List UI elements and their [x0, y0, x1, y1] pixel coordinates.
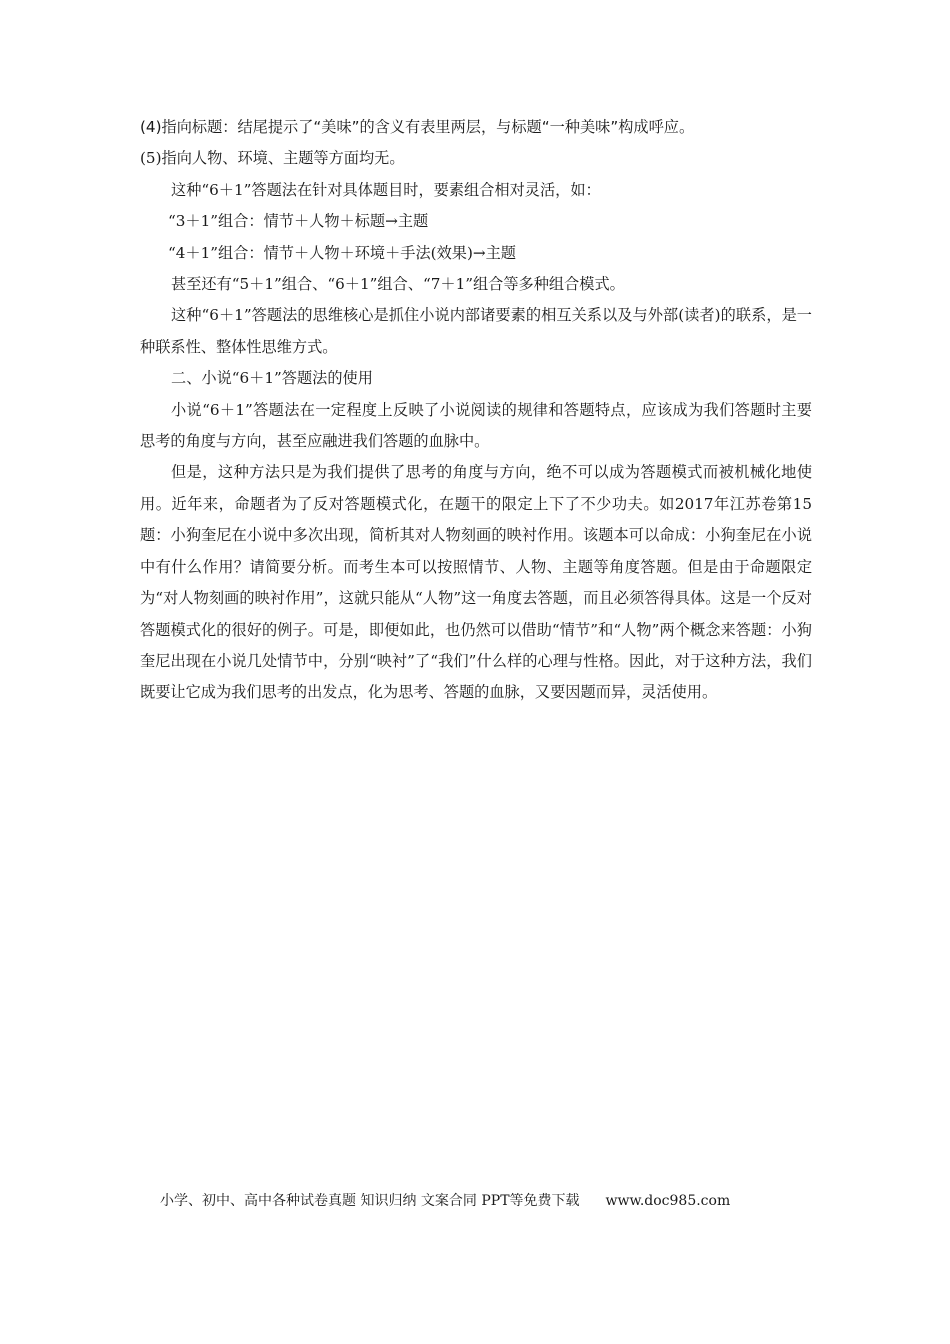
document-body — [140, 112, 812, 709]
paragraph-thinking-core: 这种“6＋1”答题法的思维核心是抓住小说内部诸要素的相互关系以及与外部(读者)的联系，是一种联系性、整体性思维方式。 — [140, 306, 812, 356]
combination-3-1: “3＋1”组合：情节＋人物＋标题→主题 — [168, 212, 429, 231]
footer-url[interactable]: www.doc985.com — [605, 1193, 731, 1209]
section-heading-usage: 二、小说“6＋1”答题法的使用 — [171, 369, 373, 388]
paragraph-other-combinations: 甚至还有“5＋1”组合、“6＋1”组合、“7＋1”组合等多种组合模式。 — [171, 275, 625, 294]
paragraph-combination-intro: 这种“6＋1”答题法在针对具体题目时，要素组合相对灵活，如： — [171, 180, 601, 199]
item-4: (4)指向标题：结尾提示了“美味”的含义有表里两层，与标题“一种美味”构成呼应。 — [140, 118, 695, 136]
paragraph-usage: 小说“6＋1”答题法在一定程度上反映了小说阅读的规律和答题特点，应该成为我们答题时主要思考的角度与方向，甚至应融进我们答题的血脉中。 — [140, 400, 812, 451]
page-footer — [160, 1191, 800, 1211]
footer-text: 小学、初中、高中各种试卷真题 知识归纳 文案合同 PPT等免费下载 — [160, 1193, 580, 1209]
combination-4-1: “4＋1”组合：情节＋人物＋环境＋手法(效果)→主题 — [168, 243, 516, 262]
paragraph-caution: 但是，这种方法只是为我们提供了思考的角度与方向，绝不可以成为答题模式而被机械化地使用。近年来，命题者为了反对答题模式化，在题干的限定上下了不少功夫。如2017年江苏卷第15题：小狗奎尼在小说中多次出现，简析其对人物刻画的映衬作用。该题本可以命成：小狗奎尼在小说中有什么作用？请简要分析。而考生本可以按照情节、人物、主题等角度答题。但是由于命题限定为“对人物刻画的映衬作用”，这就只能从“人物”这一角度去答题，而且必须答得具体。这是一个反对答题模式化的很好的例子。可是，即便如此，也仍然可以借助“情节”和“人物”两个概念来答题：小狗奎尼出现在小说几处情节中，分别“映衬”了“我们”什么样的心理与性格。因此，对于这种方法，我们既要让它成为我们思考的出发点，化为思考、答题的血脉，又要因题而异，灵活使用。 — [140, 463, 812, 702]
item-5: (5)指向人物、环境、主题等方面均无。 — [140, 149, 405, 168]
